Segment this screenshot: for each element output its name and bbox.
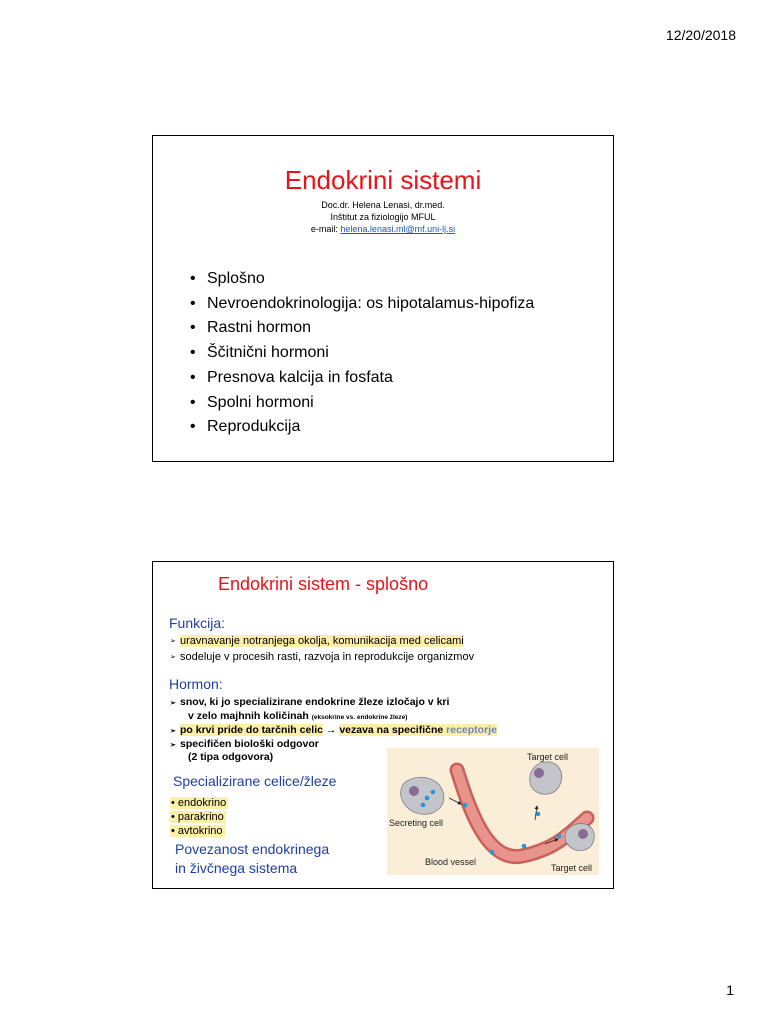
author-institute: Inštitut za fiziologijo MFUL [330,212,436,222]
secreting-cell-nucleus [409,786,419,796]
topic-item: • Splošno [190,267,534,292]
topic-item: • Reprodukcija [190,415,534,440]
topic-item: • Rastni hormon [190,316,534,341]
hormon-note: (eksokrine vs. endokrine žleze) [311,713,408,721]
hormone-dot [557,834,562,839]
hormon-item-text: snov, ki jo specializirane endokrine žleze izločajo v kri [180,696,450,708]
hormon-amount-text: v zelo majhnih količinah [188,709,309,722]
target-cell-top-nucleus [534,768,544,778]
povezanost-line: in živčnega sistema [175,860,298,876]
list-item [170,696,497,724]
type-label: • parakrino [171,811,224,823]
hormon-item-text: specifičen biološki odgovor [180,737,319,750]
slide-1-author-block [152,199,614,235]
types-list [170,796,228,838]
label-blood-vessel: Blood vessel [425,857,477,867]
type-item [170,810,228,824]
hormone-dot [463,803,468,808]
slide-1-title: Endokrini sistemi [284,165,482,195]
type-label: • avtokrino [171,825,223,837]
arrow-bullet-icon: ➢ [170,654,176,661]
hormone-dot [425,796,430,801]
topic-item: • Ščitnični hormoni [190,341,534,366]
funkcija-item-text: sodeluje v procesih rasti, razvoja in reprodukcije organizmov [180,651,475,663]
arrow-bullet-icon: ➢ [170,638,176,645]
hormon-heading: Hormon: [169,676,223,692]
list-item [170,633,474,649]
type-item [170,796,228,810]
hormon-item-text: vezava na specifične [339,724,444,736]
topic-item: • Spolni hormoni [190,391,534,416]
hormon-item-continuation [180,710,497,725]
list-item [170,649,474,665]
email-link[interactable]: helena.lenasi.ml@mf.uni-lj.si [340,224,456,234]
label-target-cell-top: Target cell [527,752,569,762]
povezanost-text [175,840,329,878]
funkcija-list [170,633,474,665]
receptor-word: receptorje [446,724,497,736]
funkcija-heading: Funkcija: [169,615,226,631]
hormon-item-continuation: (2 tipa odgovora) [188,751,274,763]
receptor-text [339,724,497,736]
hormon-item-text: po krvi pride do tarčnih celic [180,724,323,736]
topic-item: • Nevroendokrinologija: os hipotalamus-hipofiza [190,292,534,317]
type-label: • endokrino [171,797,227,809]
author-email-line [152,223,614,235]
funkcija-item-text: uravnavanje notranjega okolja, komunikacija med celicami [180,635,464,647]
spec-heading: Specializirane celice/žleze [173,773,337,789]
target-cell-top [530,762,562,794]
type-item [170,824,228,838]
slide-2-title: Endokrini sistem - splošno [218,574,429,594]
arrow-bullet-icon: ➢ [170,741,176,749]
arrow-bullet-icon: ➢ [170,700,176,707]
author-name: Doc.dr. Helena Lenasi, dr.med. [321,200,445,210]
endocrine-signaling-diagram [387,748,599,875]
right-arrow-icon: → [325,724,337,736]
hormone-dot [522,844,527,849]
target-cell-bottom-nucleus [578,829,588,839]
hormone-dot [431,790,436,795]
hormone-dot [490,850,495,855]
arrow-bullet-icon: ➢ [170,728,176,735]
label-target-cell-bottom: Target cell [551,863,593,873]
slide-1-topic-list [190,267,534,440]
email-prefix: e-mail: [310,224,341,234]
topic-item: • Presnova kalcija in fosfata [190,366,534,391]
povezanost-line: Povezanost endokrinega [175,841,330,857]
list-item [170,724,497,738]
page-date: 12/20/2018 [665,27,736,43]
hormone-dot [421,803,426,808]
page-number: 1 [726,982,734,998]
label-secreting-cell: Secreting cell [389,818,444,828]
